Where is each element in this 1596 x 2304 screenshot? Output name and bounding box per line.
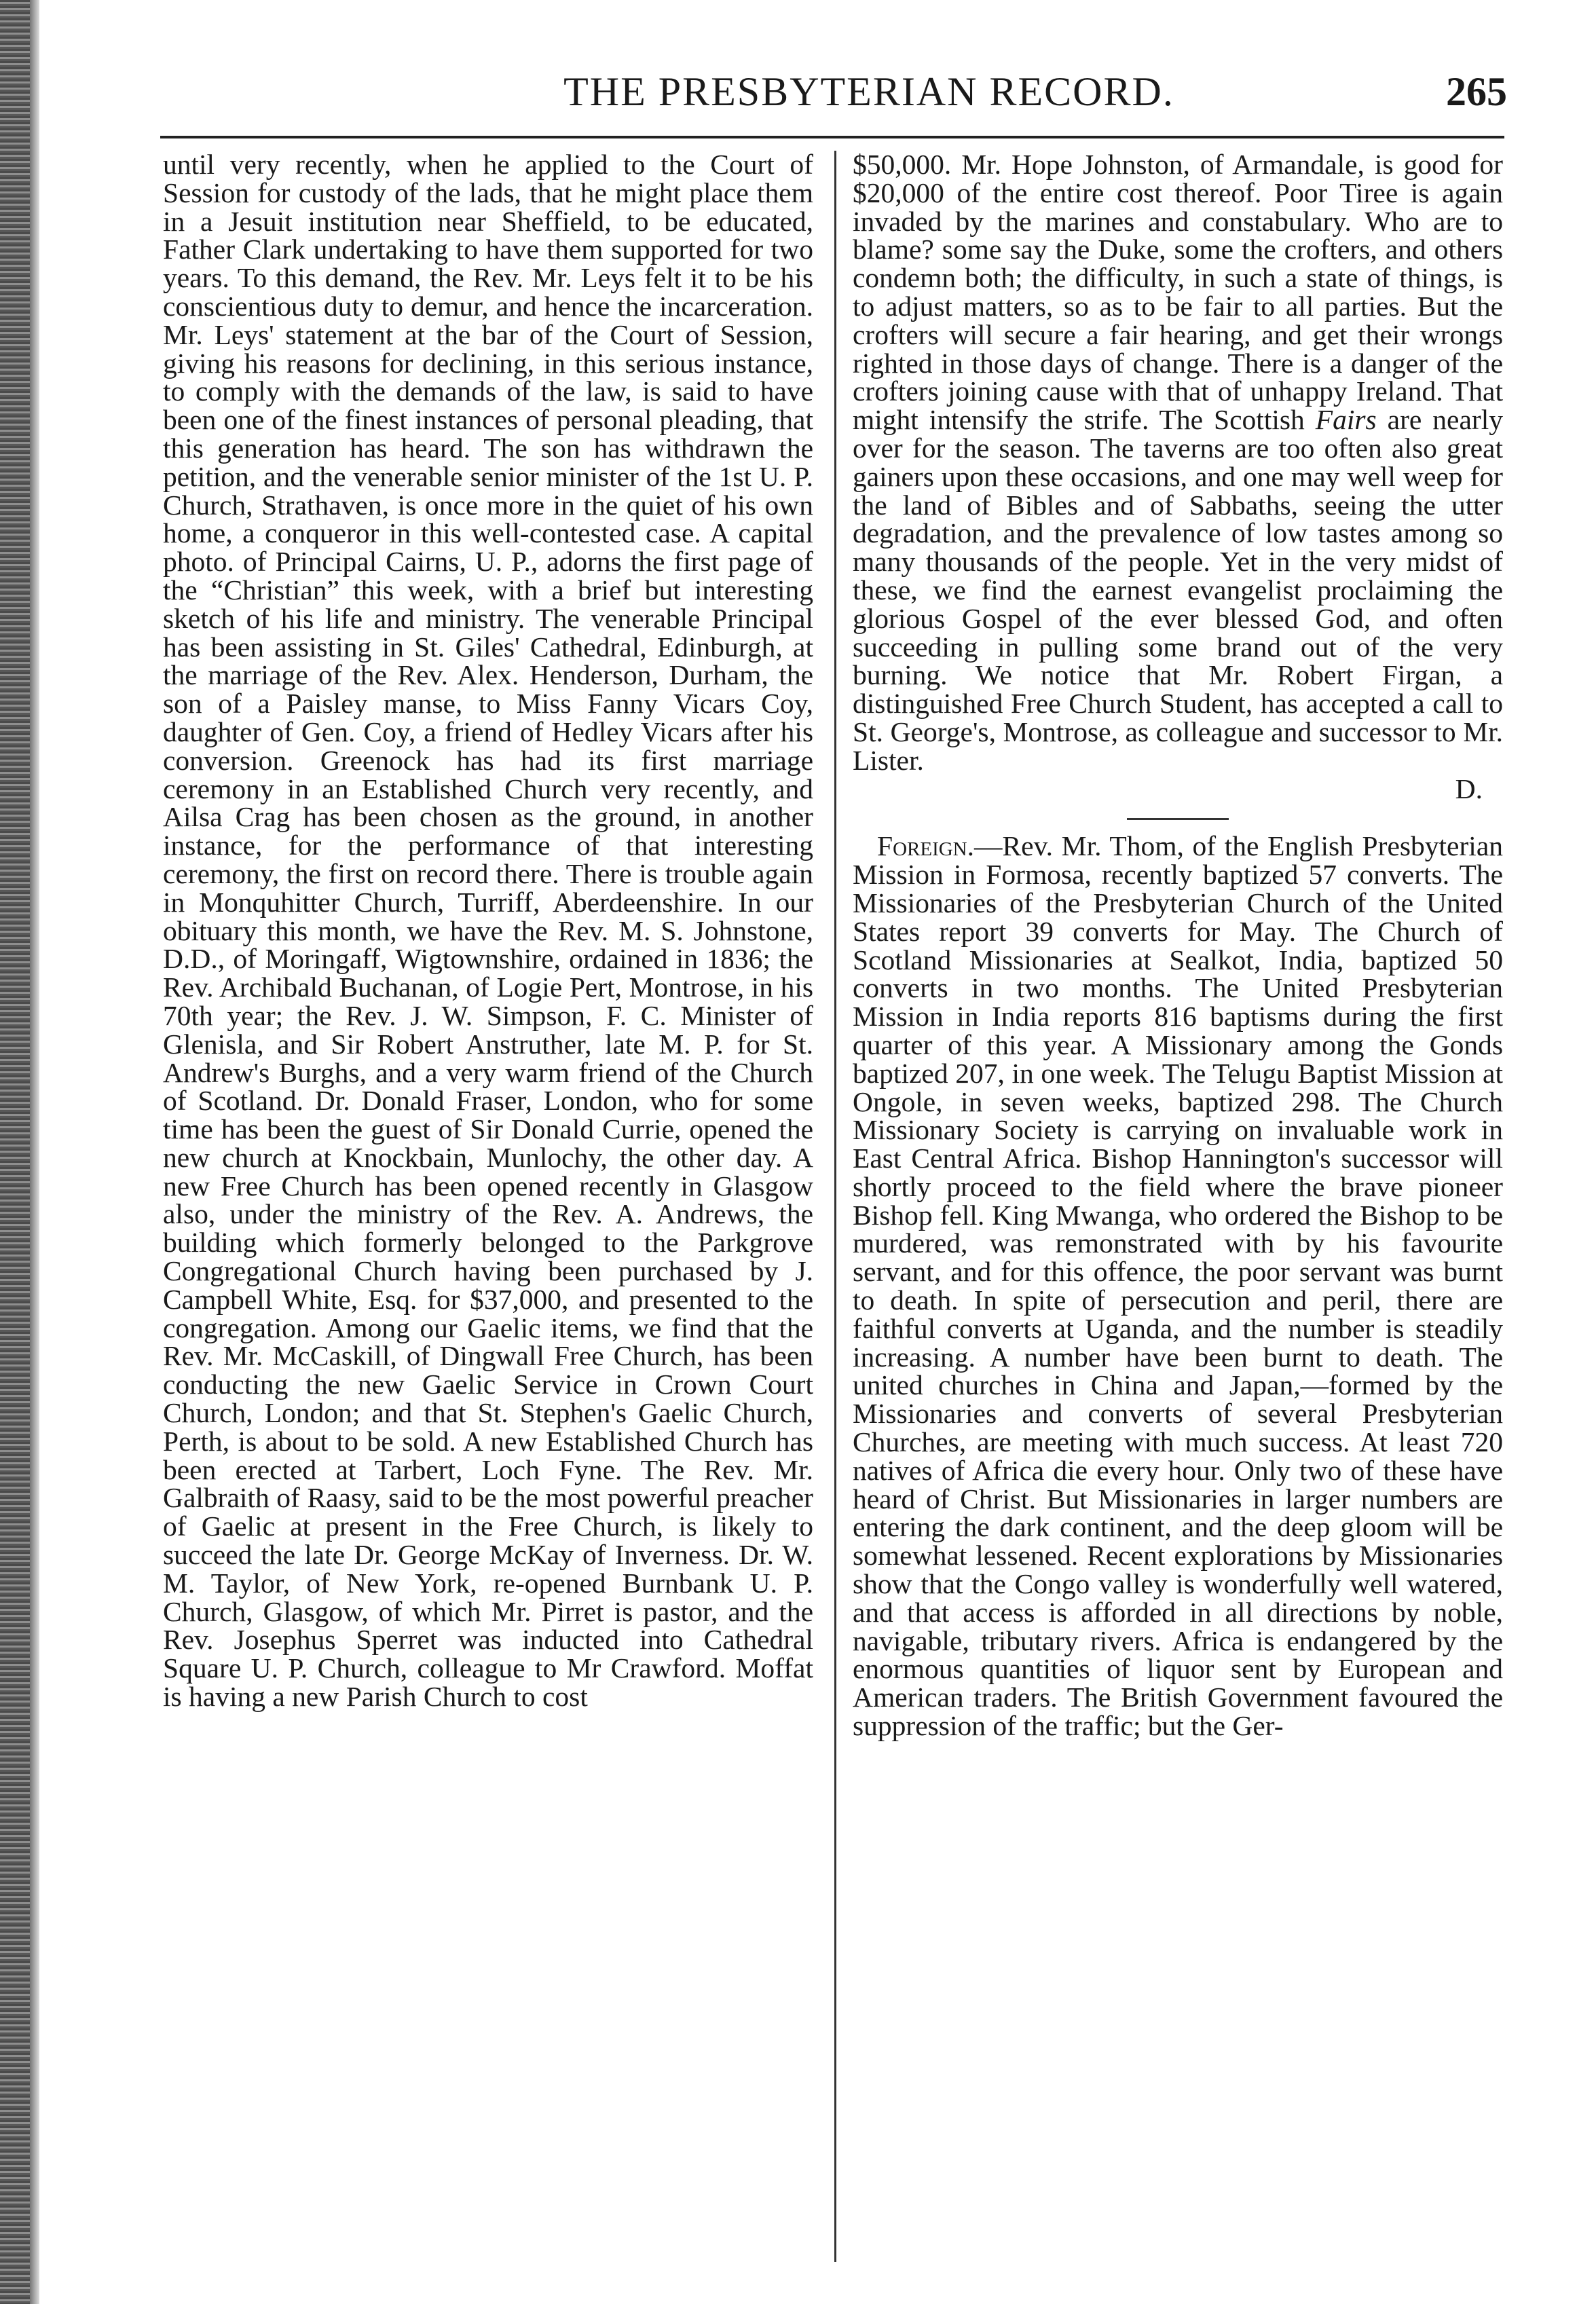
column-divider [834, 151, 836, 2262]
page-binding-edge [0, 0, 30, 2304]
page-number: 265 [1446, 69, 1507, 114]
foreign-news-text: —Rev. Mr. Thom, of the English Presbyterian Mission in Formosa, recently baptized 57 converts. The Missionaries of the Presbyterian Church of the United States report 39 converts for May. The Church of Scotland Missionaries at Sealkot, India, baptized 50 converts in two months. The United Presbyterian Mission in India reports 816 baptisms during the first quarter of this year. A Missionary among the Gonds baptized 207, in one week. The Telugu Baptist Mission at Ongole, in seven weeks, baptized 298. The Church Missionary Society is carrying on invaluable work in East Central Africa. Bishop Hannington's successor will shortly proceed to the field where the brave pioneer Bishop fell. King Mwanga, who ordered the Bishop to be murdered, was remonstrated with by his favourite servant, and for this offence, the poor servant was burnt to death. In spite of persecution and peril, there are faithful converts at Uganda, and the number is steadily increasing. A number have been burnt to death. The united churches in China and Japan,—formed by the Missionaries and converts of several Presbyterian Churches, are meeting with much success. At least 720 natives of Africa die every hour. Only two of these have heard of Christ. But Missionaries in larger numbers are entering the dark continent, and the deep gloom will be somewhat lessened. Recent explorations by Missionaries show that the Congo valley is wonderfully well watered, and that access is afforded in all directions by noble, navigable, tributary rivers. Africa is endangered by the enormous quantities of liquor sent by European and American traders. The British Government favoured the suppression of the traffic; but the Ger- [853, 830, 1503, 1742]
page-binding-shadow [30, 0, 39, 2304]
author-signature: D. [1455, 773, 1483, 804]
running-header-title: THE PRESBYTERIAN RECORD. [563, 69, 1174, 114]
right-column [853, 151, 1503, 1741]
foreign-section-label: Foreign. [877, 830, 974, 862]
home-news-text-part-2: are nearly over for the season. The taverns are too often also great gainers upon these occasions, and one may well weep for the land of Bibles and of Sabbaths, seeing the utter degradation, and the prevalence of low tastes among so many thousands of the people. Yet in the very midst of these, we find the earnest evangelist proclaiming the glorious Gospel of the ever blessed God, and often succeeding in pulling some brand out of the very burning. We notice that Mr. Robert Firgan, a distinguished Free Church Student, has accepted a call to St. George's, Montrose, as colleague and successor to Mr. Lister. [853, 404, 1503, 776]
home-news-text-part-1: $50,000. Mr. Hope Johnston, of Armandale, is good for $20,000 of the entire cost thereof. Poor Tiree is again invaded by the marines and constabulary. Who are to blame? some say the Duke, some the crofters, and others condemn both; the difficulty, in such a state of things, is to adjust matters, so as to be fair to all parties. But the crofters will secure a fair hearing, and get their wrongs righted in those days of change. There is a danger of the crofters joining cause with that of unhappy Ireland. That might intensify the strife. The Scottish [853, 149, 1503, 436]
right-column-paragraph-foreign [853, 832, 1503, 1741]
fairs-italic-word: Fairs [1315, 404, 1377, 436]
left-column-paragraph: until very recently, when he applied to the Court of Session for custody of the lads, that he might place them in a Jesuit institution near Sheffield, to be educated, Father Clark undertaking to have them supported for two years. To this demand, the Rev. Mr. Leys felt it to be his conscientious duty to demur, and hence the incarceration. Mr. Leys' statement at the bar of the Court of Session, giving his reasons for declining, in this serious instance, to comply with the demands of the law, is said to have been one of the finest instances of personal pleading, that this generation has heard. The son has withdrawn the petition, and the venerable senior minister of the 1st U. P. Church, Strathaven, is once more in the quiet of his own home, a conqueror in this well-contested case. A capital photo. of Principal Cairns, U. P., adorns the first page of the “Christian” this week, with a brief but interesting sketch of his life and ministry. The venerable Principal has been assisting in St. Giles' Cathedral, Edinburgh, at the marriage of the Rev. Alex. Henderson, Durham, the son of a Paisley manse, to Miss Fanny Vicars Coy, daughter of Gen. Coy, a friend of Hedley Vicars after his conversion. Greenock has had its first marriage ceremony in an Established Church very recently, and Ailsa Crag has been chosen as the ground, in another instance, for the performance of that interesting ceremony, the first on record there. There is trouble again in Monquhitter Church, Turriff, Aberdeenshire. In our obituary this month, we have the Rev. M. S. Johnstone, D.D., of Moringaff, Wigtownshire, ordained in 1836; the Rev. Archibald Buchanan, of Logie Pert, Montrose, in his 70th year; the Rev. J. W. Simpson, F. C. Minister of Glenisla, and Sir Robert Anstruther, late M. P. for St. Andrew's Burghs, and a very warm friend of the Church of Scotland. Dr. Donald Fraser, London, who for some time has been the guest of Sir Donald Currie, opened the new church at Knockbain, Munlochy, the other day. A new Free Church has been opened recently in Glasgow also, under the ministry of the Rev. A. Andrews, the building which formerly belonged to the Parkgrove Congregational Church having been purchased by J. Campbell White, Esq. for $37,000, and presented to the congregation. Among our Gaelic items, we find that the Rev. Mr. McCaskill, of Dingwall Free Church, has been conducting the new Gaelic Service in Crown Court Church, London; and that St. Stephen's Gaelic Church, Perth, is about to be sold. A new Established Church has been erected at Tarbert, Loch Fyne. The Rev. Mr. Galbraith of Raasy, said to be the most powerful preacher of Gaelic at present in the Free Church, is likely to succeed the late Dr. George McKay of Inverness. Dr. W. M. Taylor, of New York, re-opened Burnbank U. P. Church, Glasgow, of which Mr. Pirret is pastor, and the Rev. Josephus Sperret was inducted into Cathedral Square U. P. Church, colleague to Mr Crawford. Moffat is having a new Parish Church to cost [163, 149, 813, 1713]
right-column-paragraph-home-news [853, 151, 1503, 775]
left-column [163, 151, 813, 1711]
header-rule [160, 136, 1504, 138]
section-divider-rule [1127, 818, 1229, 820]
